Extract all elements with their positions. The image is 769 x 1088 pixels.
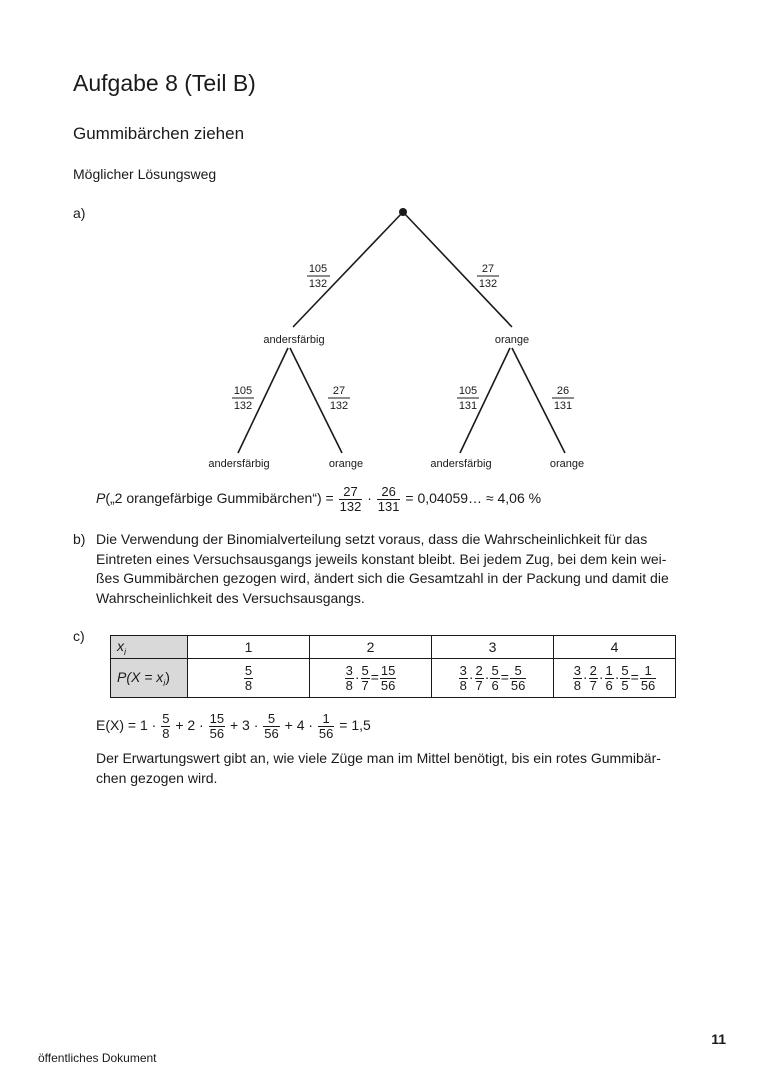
formula-p: P: [96, 490, 106, 507]
prob-l2-ll-num: 105: [233, 385, 253, 397]
page-title: Aufgabe 8 (Teil B): [73, 70, 256, 96]
conclusion-text: [96, 749, 696, 788]
table-header-x: $x_i$: [111, 636, 188, 659]
table-cell-p: $\frac{3}{8}$ · $\frac{2}{7}$ · $\frac{1}{6}$ · $\frac{5}{5}$ = $\frac{1}{56}$: [554, 659, 676, 698]
prob-l2-ll-den: 132: [233, 400, 253, 412]
part-b-text: [96, 530, 706, 608]
part-c-label: c): [73, 628, 85, 644]
part-a-label: a): [73, 205, 86, 221]
table-cell-p: [188, 659, 310, 698]
node-l2-lr: orange: [328, 458, 364, 470]
node-l2-rr: orange: [549, 458, 585, 470]
table-cell-x: 2: [310, 636, 432, 659]
prob-l1-left-den: 132: [308, 278, 328, 290]
node-l2-ll: andersfärbig: [208, 458, 270, 470]
probability-formula: [96, 485, 541, 514]
part-b-line: Die Verwendung der Binomialverteilung setzt voraus, dass die Wahrscheinlichkeit für das: [96, 531, 648, 547]
table-cell-x: 4: [554, 636, 676, 659]
formula-fraction-1: $\frac{27}{132}$: [339, 484, 362, 514]
part-b-label: b): [73, 531, 86, 547]
table-row: [111, 659, 676, 698]
prob-l1-right-num: 27: [481, 263, 495, 275]
formula-dot: ·: [367, 490, 372, 507]
table-cell-p: $\frac{3}{8}$ · $\frac{5}{7}$ = $\frac{15}{56}$: [310, 659, 432, 698]
solution-label: Möglicher Lösungsweg: [73, 166, 217, 182]
table-cell-p: $\frac{3}{8}$ · $\frac{2}{7}$ · $\frac{5}{6}$ = $\frac{5}{56}$: [432, 659, 554, 698]
table-row: [111, 636, 676, 659]
prob-l1-left-num: 105: [308, 263, 328, 275]
prob-l2-lr-den: 132: [329, 400, 349, 412]
prob-l2-rr-num: 26: [556, 385, 570, 397]
footer-label: öffentliches Dokument: [38, 1051, 157, 1065]
prob-l2-rl-den: 131: [458, 400, 478, 412]
expectation-result: = 1,5: [339, 717, 371, 734]
tree-root-node: [399, 208, 407, 216]
prob-l2-rr-den: 131: [553, 400, 573, 412]
node-l2-rl: andersfärbig: [430, 458, 492, 470]
prob-l2-lr-num: 27: [332, 385, 346, 397]
cell-fraction: $\frac{5}{8}$: [244, 662, 253, 693]
conclusion-line: chen gezogen wird.: [96, 769, 218, 786]
page-number: 11: [711, 1031, 726, 1047]
part-b-line: ßes Gummibärchen gezogen wird, ändert sich die Gesamtzahl in der Packung und damit die: [96, 570, 669, 586]
expectation-formula: E(X) = 1 · $\frac{5}{8}$ + 2 · $\frac{15}{56}$ + 3 · $\frac{5}{56}$ + 4 · $\frac{1}{56}$ = 1,5: [96, 711, 371, 741]
tree-branch-root-right: [403, 212, 512, 327]
formula-event: („2 orangefärbige Gummibärchen“) =: [105, 490, 334, 507]
formula-result: = 0,04059… ≈ 4,06 %: [405, 490, 542, 507]
part-b-line: Wahrscheinlichkeit des Versuchsausgangs.: [96, 589, 365, 606]
node-l1-right: orange: [494, 334, 530, 346]
prob-l2-rl-num: 105: [458, 385, 478, 397]
node-l1-left: andersfärbig: [263, 334, 325, 346]
table-cell-x: 1: [188, 636, 310, 659]
table-header-p: $P(X = x_i)$: [111, 659, 188, 698]
formula-fraction-2: $\frac{26}{131}$: [377, 484, 400, 514]
table-cell-x: 3: [432, 636, 554, 659]
conclusion-line: Der Erwartungswert gibt an, wie viele Züge man im Mittel benötigt, bis ein rotes Gummibär-: [96, 750, 661, 766]
expectation-lhs: E(X) = 1 ·: [96, 717, 157, 734]
section-title: Gummibärchen ziehen: [73, 124, 245, 143]
prob-l1-right-den: 132: [478, 278, 498, 290]
part-b-line: Eintreten eines Versuchsausgangs jeweils konstant bleibt. Bei jedem Zug, bei dem kein wei-: [96, 550, 667, 567]
distribution-table: [110, 635, 676, 698]
